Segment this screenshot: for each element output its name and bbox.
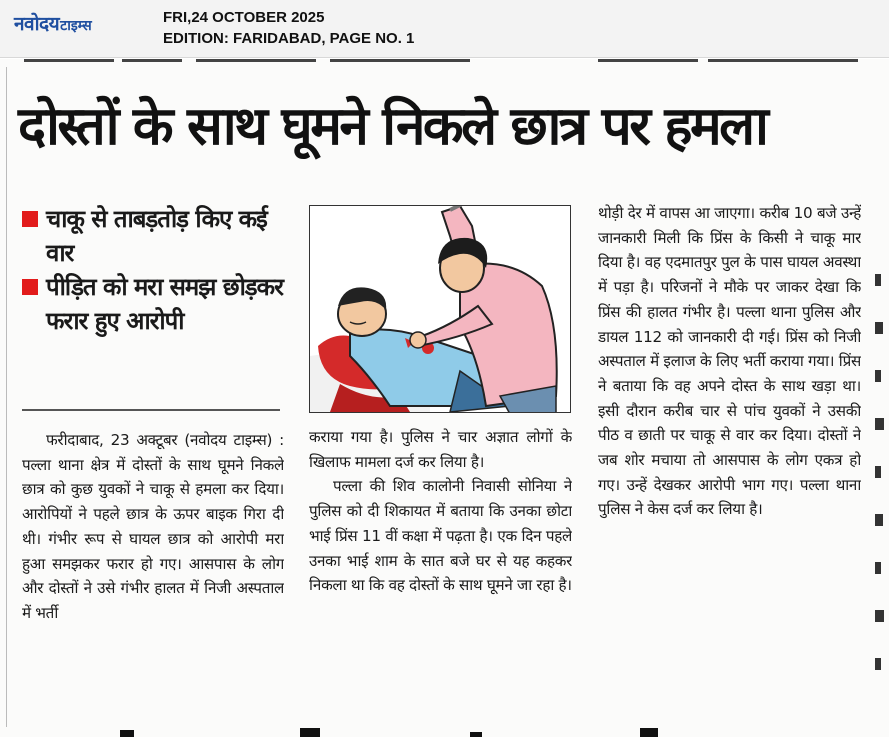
edition-info: EDITION: FARIDABAD, PAGE NO. 1 xyxy=(163,30,415,47)
highlights-divider xyxy=(22,409,280,411)
article-paragraph: फरीदाबाद, 23 अक्टूबर (नवोदय टाइम्स) : पल्ला थाना क्षेत्र में दोस्तों के साथ घूमने निकले छात्र को कुछ युवकों ने चाकू से हमला कर दिया। आरोपियों ने पहले छात्र के ऊपर बाइक गिरा दी थी। गंभीर रूप से घायल छात्र को आरोपी मरा हुआ समझकर फरार हो गए। आसपास के लोग और दोस्तों ने उसे गंभीर हालत में निजी अस्पताल में भर्ती xyxy=(22,431,284,622)
cropped-text-top xyxy=(0,59,889,67)
article-column-1 xyxy=(22,428,284,700)
cropped-headline-bottom xyxy=(0,722,889,737)
article-highlights xyxy=(22,202,284,338)
article-headline: दोस्तों के साथ घूमने निकले छात्र पर हमला xyxy=(18,96,767,157)
logo-main-text: नवोदय xyxy=(14,13,60,35)
article-paragraph: कराया गया है। पुलिस ने चार अज्ञात लोगों के खिलाफ मामला दर्ज कर लिया है। xyxy=(309,428,572,471)
highlight-item xyxy=(22,270,284,338)
article-paragraph: पल्ला की शिव कालोनी निवासी सोनिया ने पुलिस को दी शिकायत में बताया कि उनका छोटा भाई प्रिंस 11 वीं कक्षा में पढ़ता है। एक दिन पहले उनका भाई शाम के सात बजे घर से यह कहकर निकला था कि वह दोस्तों के साथ घूमने जा रहा है। xyxy=(309,477,572,595)
attack-illustration xyxy=(309,205,571,413)
highlight-item xyxy=(22,202,284,270)
column-rule-left xyxy=(6,67,7,727)
red-square-bullet-icon xyxy=(22,279,38,295)
article-column-2 xyxy=(309,425,572,700)
article-column-3 xyxy=(598,201,861,697)
logo-sub-text: टाइम्स xyxy=(60,18,92,34)
highlight-text: पीड़ित को मरा समझ छोड़कर फरार हुए आरोपी xyxy=(46,273,283,335)
edition-date: FRI,24 OCTOBER 2025 xyxy=(163,9,325,26)
red-square-bullet-icon xyxy=(22,211,38,227)
stabbing-illustration-icon xyxy=(310,206,571,413)
article-paragraph: थोड़ी देर में वापस आ जाएगा। करीब 10 बजे उन्हें जानकारी मिली कि प्रिंस के किसी ने चाकू मार दिया है। वह एदमातपुर पुल के पास घायल अवस्था में पड़ा है। परिजनों ने मौके पर जाकर देखा कि प्रिंस की हालत गंभीर है। पल्ला थाना पुलिस और डायल 112 को जानकारी दी गई। प्रिंस को निजी अस्पताल में इलाज के लिए भर्ती कराया गया। प्रिंस ने बताया कि वह अपने दोस्त के साथ खड़ा था। इसी दौरान करीब चार से पांच युवकों ने उसकी पीठ व छाती पर चाकू से वार कर दिया। दोस्तों ने जब शोर मचाया तो आसपास के लोग एकत्र हो गए। उन्हें देखकर आरोपी भाग गए। पल्ला थाना पुलिस ने केस दर्ज कर लिया है। xyxy=(598,204,861,519)
highlight-text: चाकू से ताबड़तोड़ किए कई वार xyxy=(46,205,267,267)
cropped-text-right xyxy=(872,270,889,700)
epaper-header xyxy=(0,0,889,58)
newspaper-logo[interactable] xyxy=(14,10,92,36)
